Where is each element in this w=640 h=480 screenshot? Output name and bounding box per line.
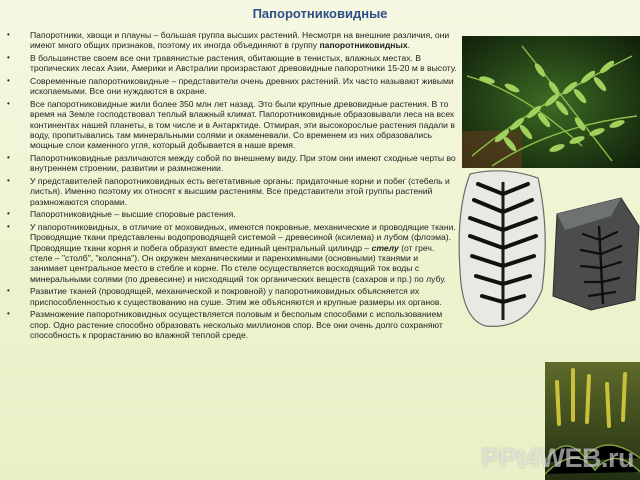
bullet-dot-icon: •: [7, 175, 10, 185]
bullet-item: • Современные папоротниковидные – представители очень древних растений. Их часто называют живыми ископаемыми. Все они нуждаются в охране.: [7, 75, 454, 97]
bullet-item: • Размножение папоротниковидных осуществляется половым и бесполым способами с использованием спор. Одно растение способно образовать несколько миллионов спор. Все они очень долго сохраняют способность к прорастанию во влажной теплой среде.: [7, 309, 443, 340]
bullet-item: • У папоротниковидных, в отличие от моховидных, имеются покровные, механические и проводящие ткани. Проводящие ткани представлены водопроводящей системой – древесиной (ксилема) и лубом (флоэма). Проводящие ткани корня и побега образуют вместе единый центральный цилиндр – стелу (от греч. стеле – "столб", "колонна"). Он окружен механическими и паренхимными (основными) тканями и занимает центральное место в стебле и корне. По стеле осуществляется восходящий ток воды с минеральными солями (по древесине) и нисходящий ток органических веществ (сахаров и пр.) по лубу.: [7, 221, 456, 284]
bullet-item: • Все папоротниковидные жили более 350 млн лет назад. Это были крупные древовидные растения. В то время на Земле господствовал теплый влажный климат. Папоротниковидные образовывали леса на всех континентах нашей планеты, в том числе и в Антарктиде. Отмирая, эти высокорослые растения падали в воду, пропитывались там минеральными солями и окаменевали. Со временем из них образовались мощные слои каменного угля, который добывается в наше время.: [7, 98, 455, 151]
bullet-dot-icon: •: [7, 98, 10, 108]
bullet-item: • Развитие тканей (проводящей, механической и покровной) у папоротниковидных объясняется их приспособленностью к существованию на суше. Этим же объясняются и крупные размеры их органов.: [7, 286, 442, 307]
bullet-dot-icon: •: [7, 30, 10, 39]
bullet-dot-icon: •: [7, 221, 10, 231]
bullet-item: • В большинстве своем все они травянистые растения, обитающие в тенистых, влажных местах. В тропических лесах Азии, Америки и Австралии произрастают древовидные папоротники 15-20 м в высоту.: [7, 52, 457, 74]
bullet-column: [5, 30, 457, 476]
bullet-list: [5, 30, 457, 340]
bullet-dot-icon: •: [7, 152, 10, 162]
fern-photo: [462, 36, 640, 168]
bullet-dot-icon: •: [7, 286, 10, 296]
bullet-item: • У представителей папоротниковидных есть вегетативные органы: придаточные корни и побег (стебель и листья). Именно поэтому их относят к высшим растениям. Все представители этой группы растений размножаются спорами.: [7, 175, 450, 207]
bullet-item: • Папоротниковидные – высшие споровые растения.: [7, 209, 236, 220]
bullet-dot-icon: •: [7, 75, 10, 85]
bullet-dot-icon: •: [7, 52, 10, 62]
bullet-dot-icon: •: [7, 309, 10, 319]
bullet-item: • Папоротники, хвощи и плауны – большая группа высших растений. Несмотря на внешние различия, они имеют много общих признаков, поэтому их иногда объединяют в группу папоротниковидных.: [7, 30, 450, 51]
watermark: PPt4WEB.ru: [481, 443, 634, 473]
fossil-photo-1: [456, 170, 550, 330]
fossil-photo-2: [551, 196, 640, 312]
bullet-dot-icon: •: [7, 209, 10, 219]
slide-title: Папоротниковидные: [252, 6, 388, 21]
bullet-item: • Папоротниковидные различаются между собой по внешнему виду. При этом они имеют сходные черты во внутреннем строении, развитии и размножении.: [7, 152, 456, 174]
